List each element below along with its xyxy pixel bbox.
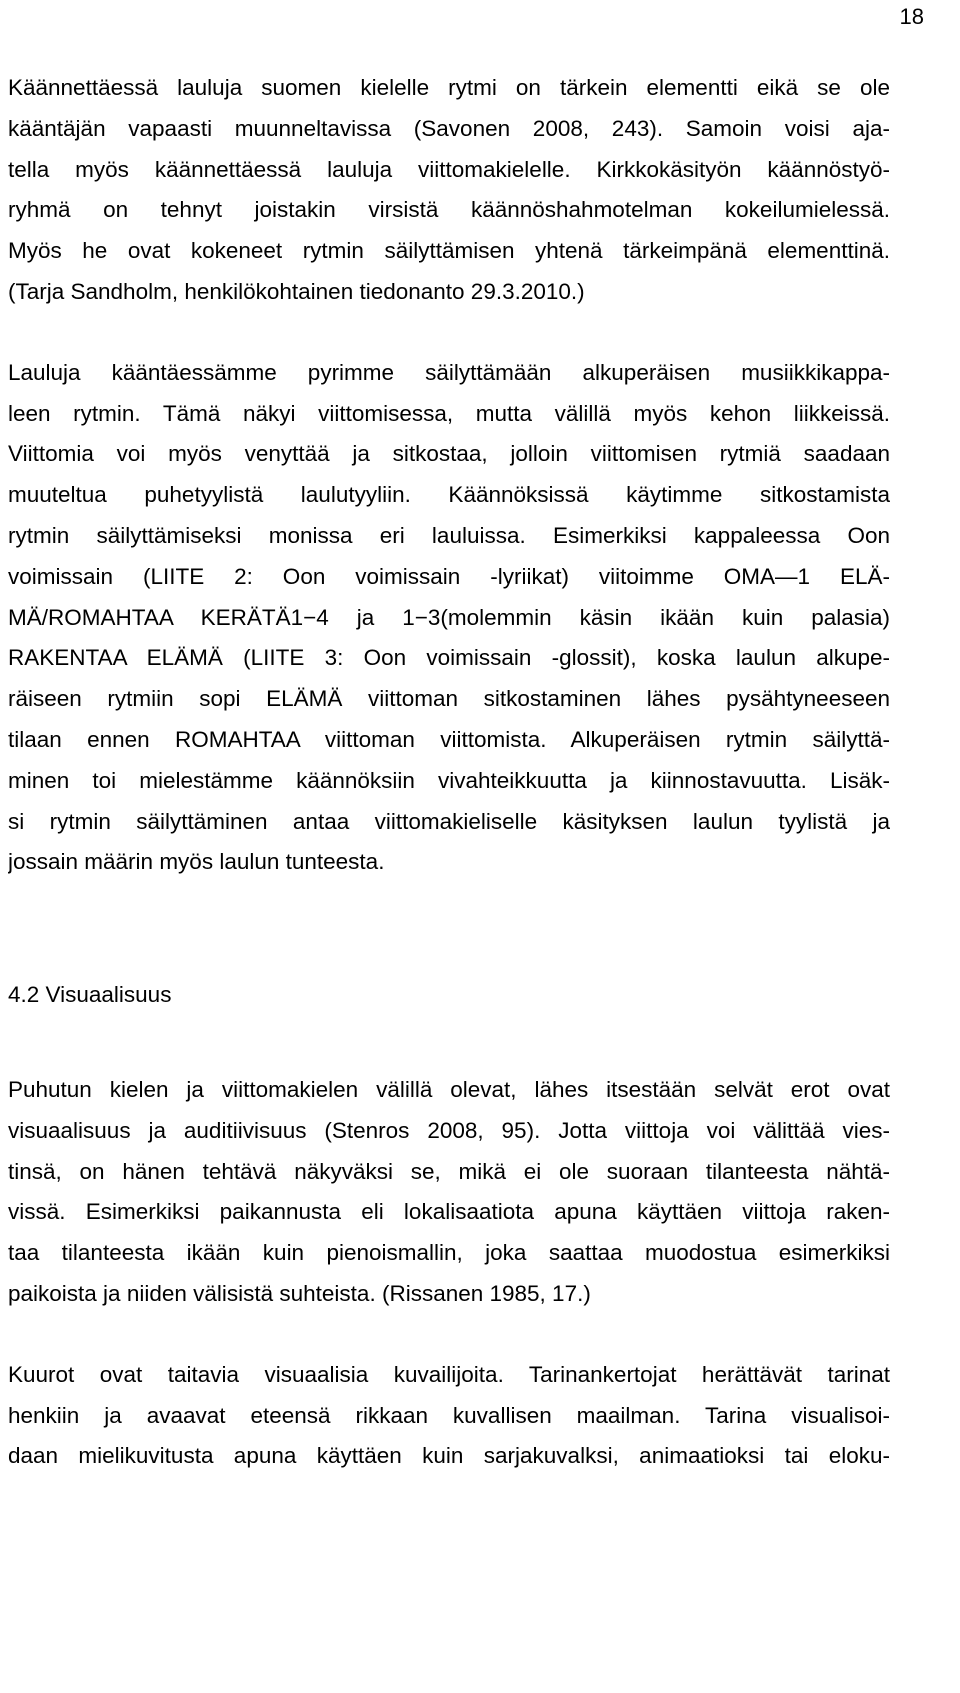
text-line: henkiin ja avaavat eteensä rikkaan kuvallisen maailman. Tarina visualisoi- bbox=[8, 1402, 890, 1428]
paragraph-3 bbox=[8, 1070, 890, 1315]
text-line: kääntäjän vapaasti muunneltavissa (Savonen 2008, 243). Samoin voisi aja- bbox=[8, 115, 890, 141]
text-line: minen toi mielestämme käännöksiin vivahteikkuutta ja kiinnostavuutta. Lisäk- bbox=[8, 767, 890, 793]
text-line: Kuurot ovat taitavia visuaalisia kuvailijoita. Tarinankertojat herättävät tarinat bbox=[8, 1361, 890, 1387]
text-line: räiseen rytmiin sopi ELÄMÄ viittoman sitkostaminen lähes pysähtyneeseen bbox=[8, 686, 890, 712]
text-line: RAKENTAA ELÄMÄ (LIITE 3: Oon voimissain -glossit), koska laulun alkupe- bbox=[8, 645, 890, 671]
text-line: leen rytmin. Tämä näkyi viittomisessa, mutta välillä myös kehon liikkeissä. bbox=[8, 400, 890, 426]
text-line: Lauluja kääntäessämme pyrimme säilyttämään alkuperäisen musiikkikappa- bbox=[8, 359, 890, 385]
text-line: rytmin säilyttämiseksi monissa eri lauluissa. Esimerkiksi kappaleessa Oon bbox=[8, 522, 890, 548]
text-line: Käännettäessä lauluja suomen kielelle rytmi on tärkein elementti eikä se ole bbox=[8, 75, 890, 100]
text-line: (Tarja Sandholm, henkilökohtainen tiedonanto 29.3.2010.) bbox=[8, 278, 585, 304]
text-line: muuteltua puhetyylistä laulutyyliin. Käännöksissä käytimme sitkostamista bbox=[8, 482, 890, 508]
paragraph-spacer bbox=[8, 1315, 890, 1355]
text-line: tella myös käännettäessä lauluja viittomakielelle. Kirkkokäsityön käännöstyö- bbox=[8, 156, 890, 182]
text-line: jossain määrin myös laulun tunteesta. bbox=[8, 849, 385, 875]
text-line: si rytmin säilyttäminen antaa viittomakieliselle käsityksen laulun tyylistä ja bbox=[8, 808, 890, 834]
document-body bbox=[8, 68, 890, 1477]
text-line: Myös he ovat kokeneet rytmin säilyttämisen yhtenä tärkeimpänä elementtinä. bbox=[8, 238, 890, 264]
text-line: visuaalisuus ja auditiivisuus (Stenros 2008, 95). Jotta viittoja voi välittää vies- bbox=[8, 1117, 890, 1143]
text-line: tinsä, on hänen tehtävä näkyväksi se, mikä ei ole suoraan tilanteesta nähtä- bbox=[8, 1158, 890, 1184]
text-line: Viittomia voi myös venyttää ja sitkostaa, jolloin viittomisen rytmiä saadaan bbox=[8, 441, 890, 467]
section-spacer bbox=[8, 883, 890, 975]
text-line: ryhmä on tehnyt joistakin virsistä käännöshahmotelman kokeilumielessä. bbox=[8, 197, 890, 223]
paragraph-spacer bbox=[8, 313, 890, 353]
text-line: tilaan ennen ROMAHTAA viittoman viittomista. Alkuperäisen rytmin säilyttä- bbox=[8, 726, 890, 752]
text-line: daan mielikuvitusta apuna käyttäen kuin sarjakuvalksi, animaatioksi tai eloku- bbox=[8, 1443, 890, 1469]
page-number: 18 bbox=[899, 4, 924, 29]
section-heading: 4.2 Visuaalisuus bbox=[8, 982, 172, 1008]
paragraph-2 bbox=[8, 353, 890, 883]
paragraph-1 bbox=[8, 68, 890, 313]
text-line: MÄ/ROMAHTAA KERÄTÄ1−4 ja 1−3(molemmin käsin ikään kuin palasia) bbox=[8, 604, 890, 630]
text-line: Puhutun kielen ja viittomakielen välillä olevat, lähes itsestään selvät erot ovat bbox=[8, 1076, 890, 1102]
text-line: paikoista ja niiden välisistä suhteista. (Rissanen 1985, 17.) bbox=[8, 1280, 591, 1306]
text-line: taa tilanteesta ikään kuin pienoismallin, joka saattaa muodostua esimerkiksi bbox=[8, 1240, 890, 1266]
paragraph-4 bbox=[8, 1355, 890, 1477]
text-line: voimissain (LIITE 2: Oon voimissain -lyriikat) viitoimme OMA—1 ELÄ- bbox=[8, 563, 890, 589]
heading-spacer bbox=[8, 1016, 890, 1070]
text-line: vissä. Esimerkiksi paikannusta eli lokalisaatiota apuna käyttäen viittoja raken- bbox=[8, 1199, 890, 1225]
